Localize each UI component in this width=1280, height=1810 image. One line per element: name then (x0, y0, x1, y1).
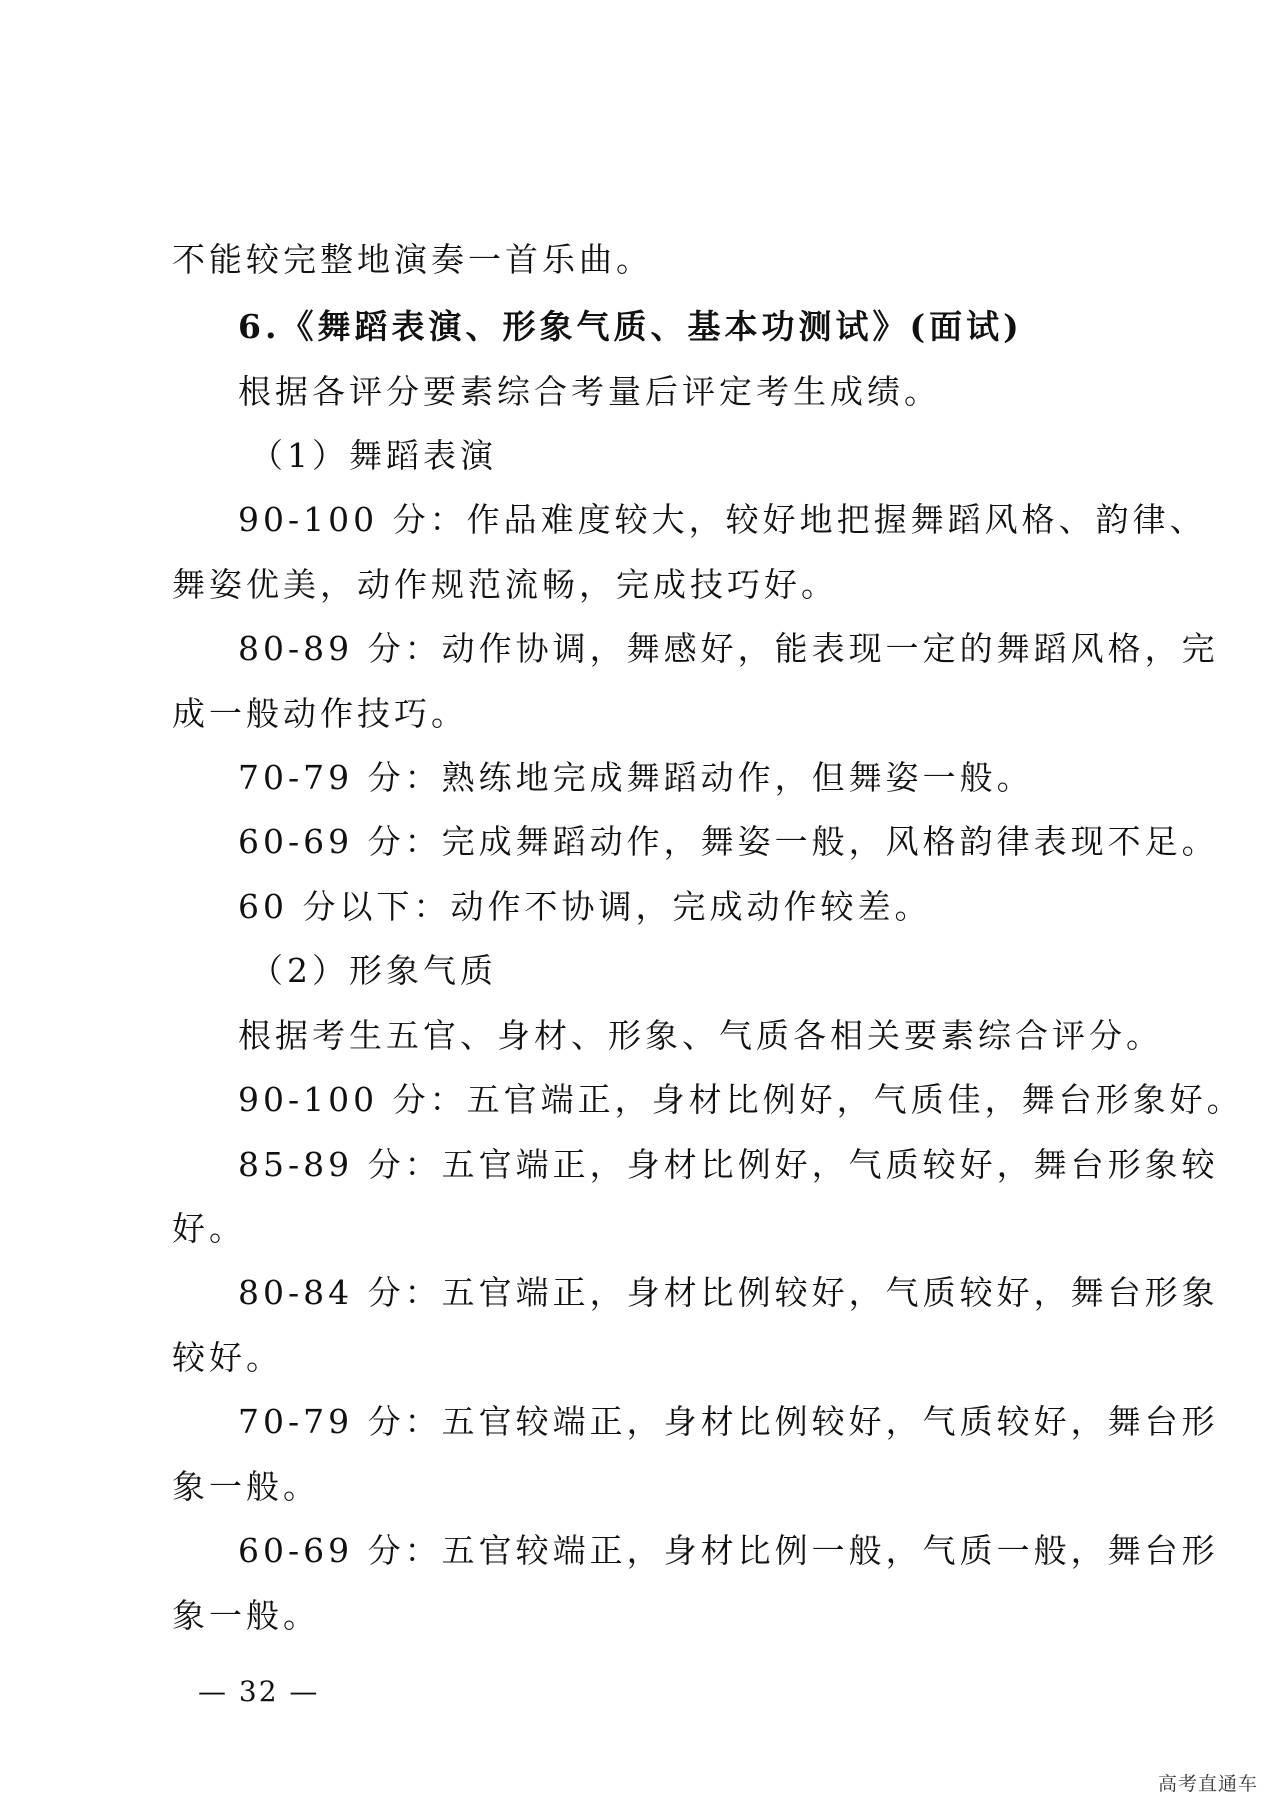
page-number: — 32 — (198, 1675, 320, 1708)
paragraph-line: 较好。 (172, 1338, 283, 1377)
paragraph-line: 70-79 分：熟练地完成舞蹈动作，但舞姿一般。 (238, 758, 1034, 797)
paragraph-line: 80-84 分：五官端正，身材比例较好，气质较好，舞台形象 (238, 1273, 1219, 1312)
paragraph-line: 85-89 分：五官端正，身材比例好，气质较好，舞台形象较 (238, 1145, 1219, 1184)
paragraph-line: 90-100 分：五官端正，身材比例好，气质佳，舞台形象好。 (238, 1080, 1244, 1119)
paragraph-line: 60-69 分：五官较端正，身材比例一般，气质一般，舞台形 (238, 1531, 1219, 1570)
paragraph-line: 60-69 分：完成舞蹈动作，舞姿一般，风格韵律表现不足。 (238, 822, 1219, 861)
paragraph-line: 90-100 分：作品难度较大，较好地把握舞蹈风格、韵律、 (238, 500, 1207, 539)
paragraph-line: 象一般。 (172, 1467, 320, 1506)
paragraph-line: 70-79 分：五官较端正，身材比例较好，气质较好，舞台形 (238, 1402, 1219, 1441)
paragraph-line: 80-89 分：动作协调，舞感好，能表现一定的舞蹈风格，完 (238, 629, 1219, 668)
paragraph-line: 不能较完整地演奏一首乐曲。 (172, 240, 653, 279)
paragraph-line: 舞姿优美，动作规范流畅，完成技巧好。 (172, 565, 838, 604)
paragraph-line: 象一般。 (172, 1596, 320, 1635)
paragraph-line: 根据各评分要素综合考量后评定考生成绩。 (238, 372, 941, 411)
watermark: 高考直通车 (1154, 1767, 1262, 1798)
subsection-heading: （1）舞蹈表演 (250, 436, 497, 475)
paragraph-line: 60 分以下：动作不协调，完成动作较差。 (238, 887, 932, 926)
paragraph-line: 成一般动作技巧。 (172, 694, 468, 733)
subsection-heading: （2）形象气质 (250, 951, 497, 990)
paragraph-line: 好。 (172, 1209, 246, 1248)
paragraph-line: 根据考生五官、身材、形象、气质各相关要素综合评分。 (238, 1016, 1163, 1055)
section-heading: 6.《舞蹈表演、形象气质、基本功测试》(面试) (238, 307, 1023, 346)
